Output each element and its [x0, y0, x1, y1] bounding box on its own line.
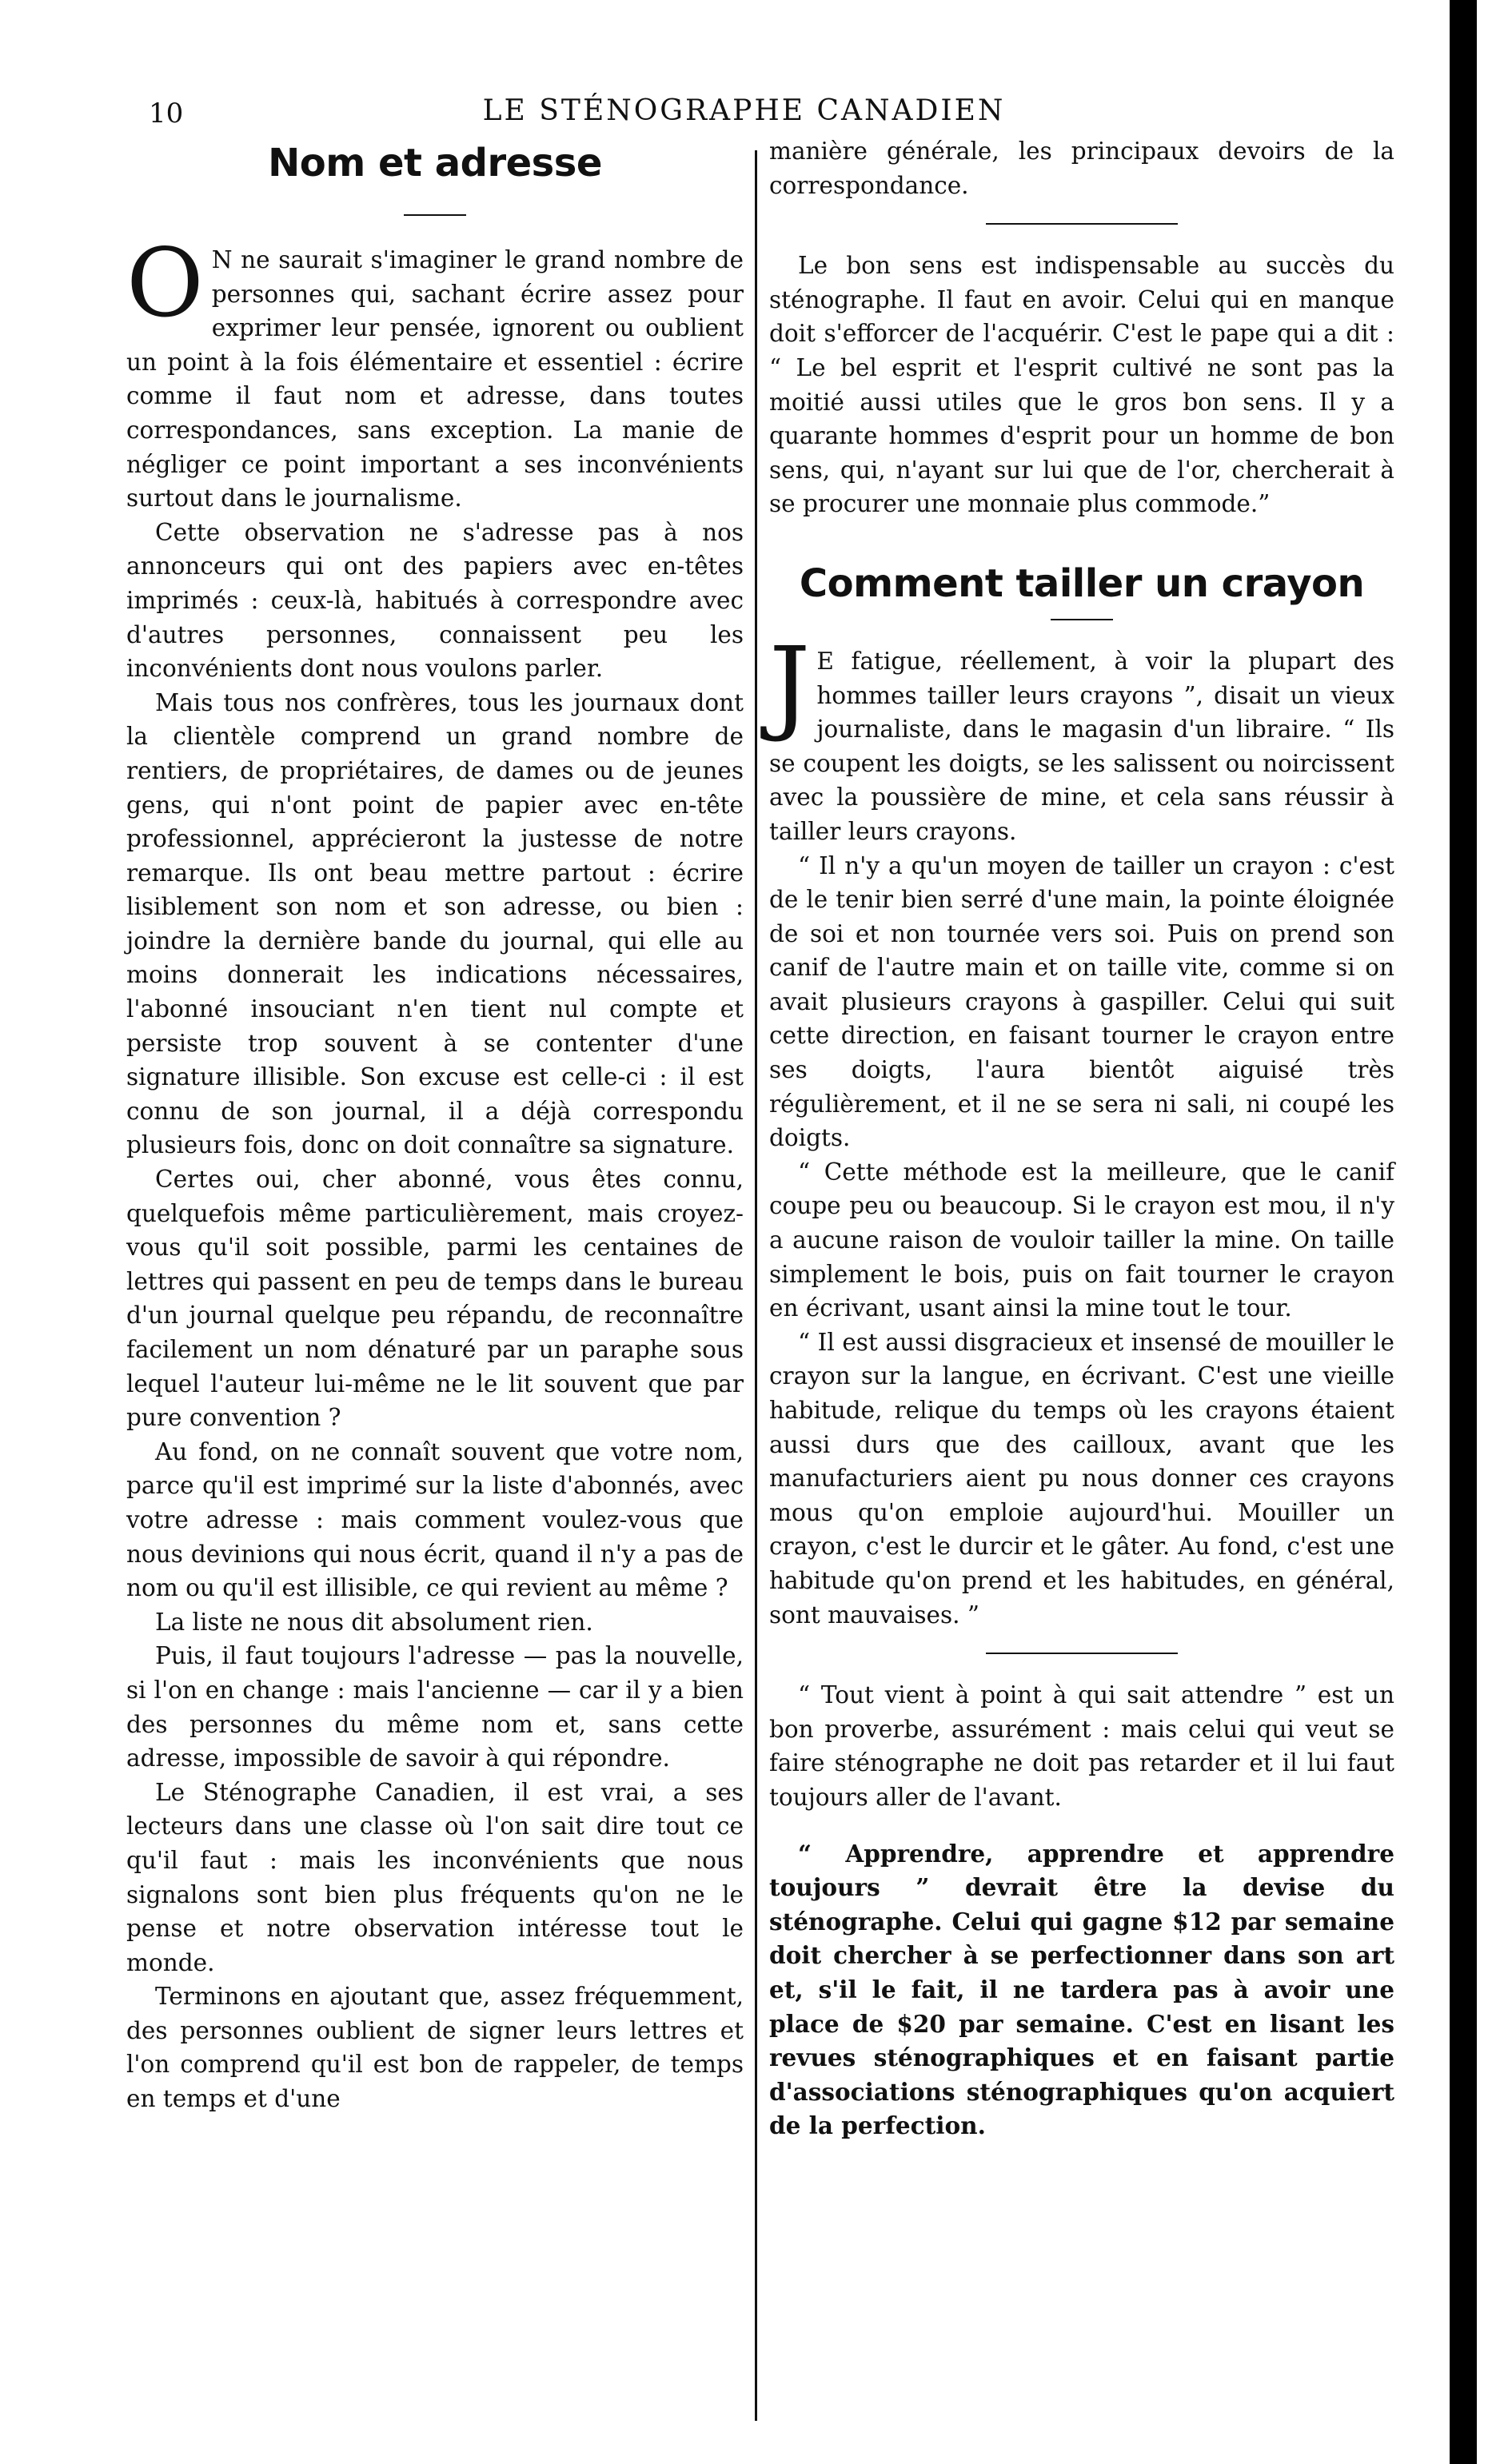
filler-paragraph: “ Tout vient à point à qui sait attendre ” est un bon proverbe, assurément : mais celui qui veut se faire sténographe ne doit pas retarder et il lui faut toujours aller de l'avant. [769, 1681, 1394, 1811]
right-column [769, 134, 1394, 2143]
article-paragraph [769, 625, 1394, 849]
column-divider [755, 150, 757, 2421]
article-paragraph-continued: manière générale, les principaux devoirs de la correspondance. [769, 138, 1394, 199]
article-paragraph: Terminons en ajoutant que, assez fréquemment, des personnes oublient de signer leurs lettres et l'on comprend qu'il est bon de rappeler, de temps en temps et d'une [126, 1983, 744, 2113]
article-paragraph [126, 228, 744, 516]
article-title-comment-tailler-un-crayon: Comment tailler un crayon [799, 560, 1365, 606]
running-head: LE STÉNOGRAPHE CANADIEN [482, 94, 1006, 127]
filler-paragraph: Le bon sens est indispensable au succès du sténographe. Il faut en avoir. Celui qui en manque doit s'efforcer de l'acquérir. C'est le pape qui a dit : “ Le bel esprit et l'esprit cultivé ne sont pas la moitié aussi utiles que le gros bon sens. Il y a quarante hommes d'esprit pour un homme de bon sens, qui, n'ayant sur lui que de l'or, chercherait à se procurer une monnaie plus commode.” [769, 252, 1394, 518]
section-rule [986, 1653, 1178, 1654]
left-column [126, 134, 744, 2116]
article-paragraph: “ Il n'y a qu'un moyen de tailler un crayon : c'est de le tenir bien serré d'une main, la pointe éloignée de soi et non tournée vers soi. Puis on prend son canif de l'autre main et on taille vite, comme si on avait plusieurs crayons à gaspiller. Celui qui suit cette direction, en faisant tourner le crayon entre ses doigts, l'aura bientôt aiguisé très régulièrement, et il ne se sera ni sali, ni coupé les doigts. [769, 851, 1394, 1152]
title-rule [1051, 619, 1113, 620]
paragraph-text: N ne saurait s'imaginer le grand nombre de personnes qui, sachant écrire assez pour exprimer leur pensée, ignorent ou oublient un point à la fois élémentaire et essentiel : écrire comme il faut nom et adresse, dans toutes correspondances, sans exception. La manie de négliger ce point important a ses inconvénients surtout dans le journalisme. [126, 246, 744, 512]
title-rule [404, 214, 466, 216]
spacer [769, 521, 1394, 553]
article-paragraph: “ Cette méthode est la meilleure, que le canif coupe peu ou beaucoup. Si le crayon est mou, il n'y a aucune raison de vouloir tailler la mine. On taille simplement le bois, puis on fait tourner le crayon en écrivant, usant ainsi la mine tout le tour. [769, 1158, 1394, 1322]
drop-cap: J [769, 625, 811, 745]
article-title-nom-et-adresse: Nom et adresse [268, 141, 602, 185]
section-rule [986, 223, 1178, 225]
article-paragraph: Puis, il faut toujours l'adresse — pas la nouvelle, si l'on en change : mais l'ancienne — car il y a bien des personnes du même nom et, sans cette adresse, impossible de savoir à qui répondre. [126, 1642, 744, 1772]
drop-cap: O [126, 228, 204, 338]
article-paragraph: Mais tous nos confrères, tous les journaux dont la clientèle comprend un grand nombre de rentiers, de propriétaires, de dames ou de jeunes gens, qui n'ont point de papier avec en-tête professionnel, apprécieront la justesse de notre remarque. Ils ont beau mettre partout : écrire lisiblement son nom et son adresse, ou bien : joindre la dernière bande du journal, qui elle au moins donnerait les indications nécessaires, l'abonné insouciant n'en tient nul compte et persiste trop souvent à se contenter d'une signature illisible. Son excuse est celle-ci : il est connu de son journal, il a déjà correspondu plusieurs fois, donc on doit connaître sa signature. [126, 688, 744, 1159]
article-paragraph: La liste ne nous dit absolument rien. [155, 1608, 593, 1636]
article-paragraph: Cette observation ne s'adresse pas à nos annonceurs qui ont des papiers avec en-têtes imprimés : ceux-là, habitués à correspondre avec d'autres personnes, connaissent peu les inconvénients dont nous voulons parler. [126, 518, 744, 683]
scan-edge-bar [1450, 0, 1477, 2464]
article-paragraph: “ Il est aussi disgracieux et insensé de mouiller le crayon sur la langue, en écrivant. C'est une vieille habitude, relique du temps où les crayons étaient aussi durs que des cailloux, avant que les manufacturiers aient pu nous donner ces crayons mous qu'on emploie aujourd'hui. Mouiller un crayon, c'est le durcir et le gâter. Au fond, c'est une habitude qu'on prend et les habitudes, en général, sont mauvaises. ” [769, 1328, 1394, 1629]
page-number: 10 [149, 98, 184, 130]
article-paragraph: Le Sténographe Canadien, il est vrai, a ses lecteurs dans une classe où l'on sait dire tout ce qu'il faut : mais les inconvénients que nous signalons sont bien plus fréquents qu'on ne le pense et notre observation intéresse tout le monde. [126, 1778, 744, 1976]
spacer [769, 1815, 1394, 1837]
article-paragraph: Au fond, on ne connaît souvent que votre nom, parce qu'il est imprimé sur la liste d'abonnés, avec votre adresse : mais comment voulez-vous que nous devinions qui nous écrit, quand il n'y a pas de nom ou qu'il est illisible, ce qui revient au même ? [126, 1437, 744, 1602]
filler-paragraph: “ Apprendre, apprendre et apprendre toujours ” devrait être la devise du sténographe. Celui qui gagne $12 par semaine doit chercher à se perfectionner dans son art et, s'il le fait, il ne tardera pas à avoir une place de $20 par semaine. C'est en lisant les revues sténographiques et en faisant partie d'associations sténographiques qu'on acquiert de la perfection. [769, 1839, 1394, 2140]
paragraph-text: E fatigue, réellement, à voir la plupart des hommes tailler leurs crayons ”, disait un vieux journaliste, dans le magasin d'un libraire. “ Ils se coupent les doigts, se les salissent ou noircissent avec la poussière de mine, et cela sans réussir à tailler leurs crayons. [769, 647, 1394, 845]
article-paragraph: Certes oui, cher abonné, vous êtes connu, quelquefois même particulièrement, mais croyez-vous qu'il soit possible, parmi les centaines de lettres qui passent en peu de temps dans le bureau d'un journal quelque peu répandu, de reconnaître facilement un nom dénaturé par un paraphe sous lequel l'auteur lui-même ne le lit souvent que par pure convention ? [126, 1166, 744, 1432]
